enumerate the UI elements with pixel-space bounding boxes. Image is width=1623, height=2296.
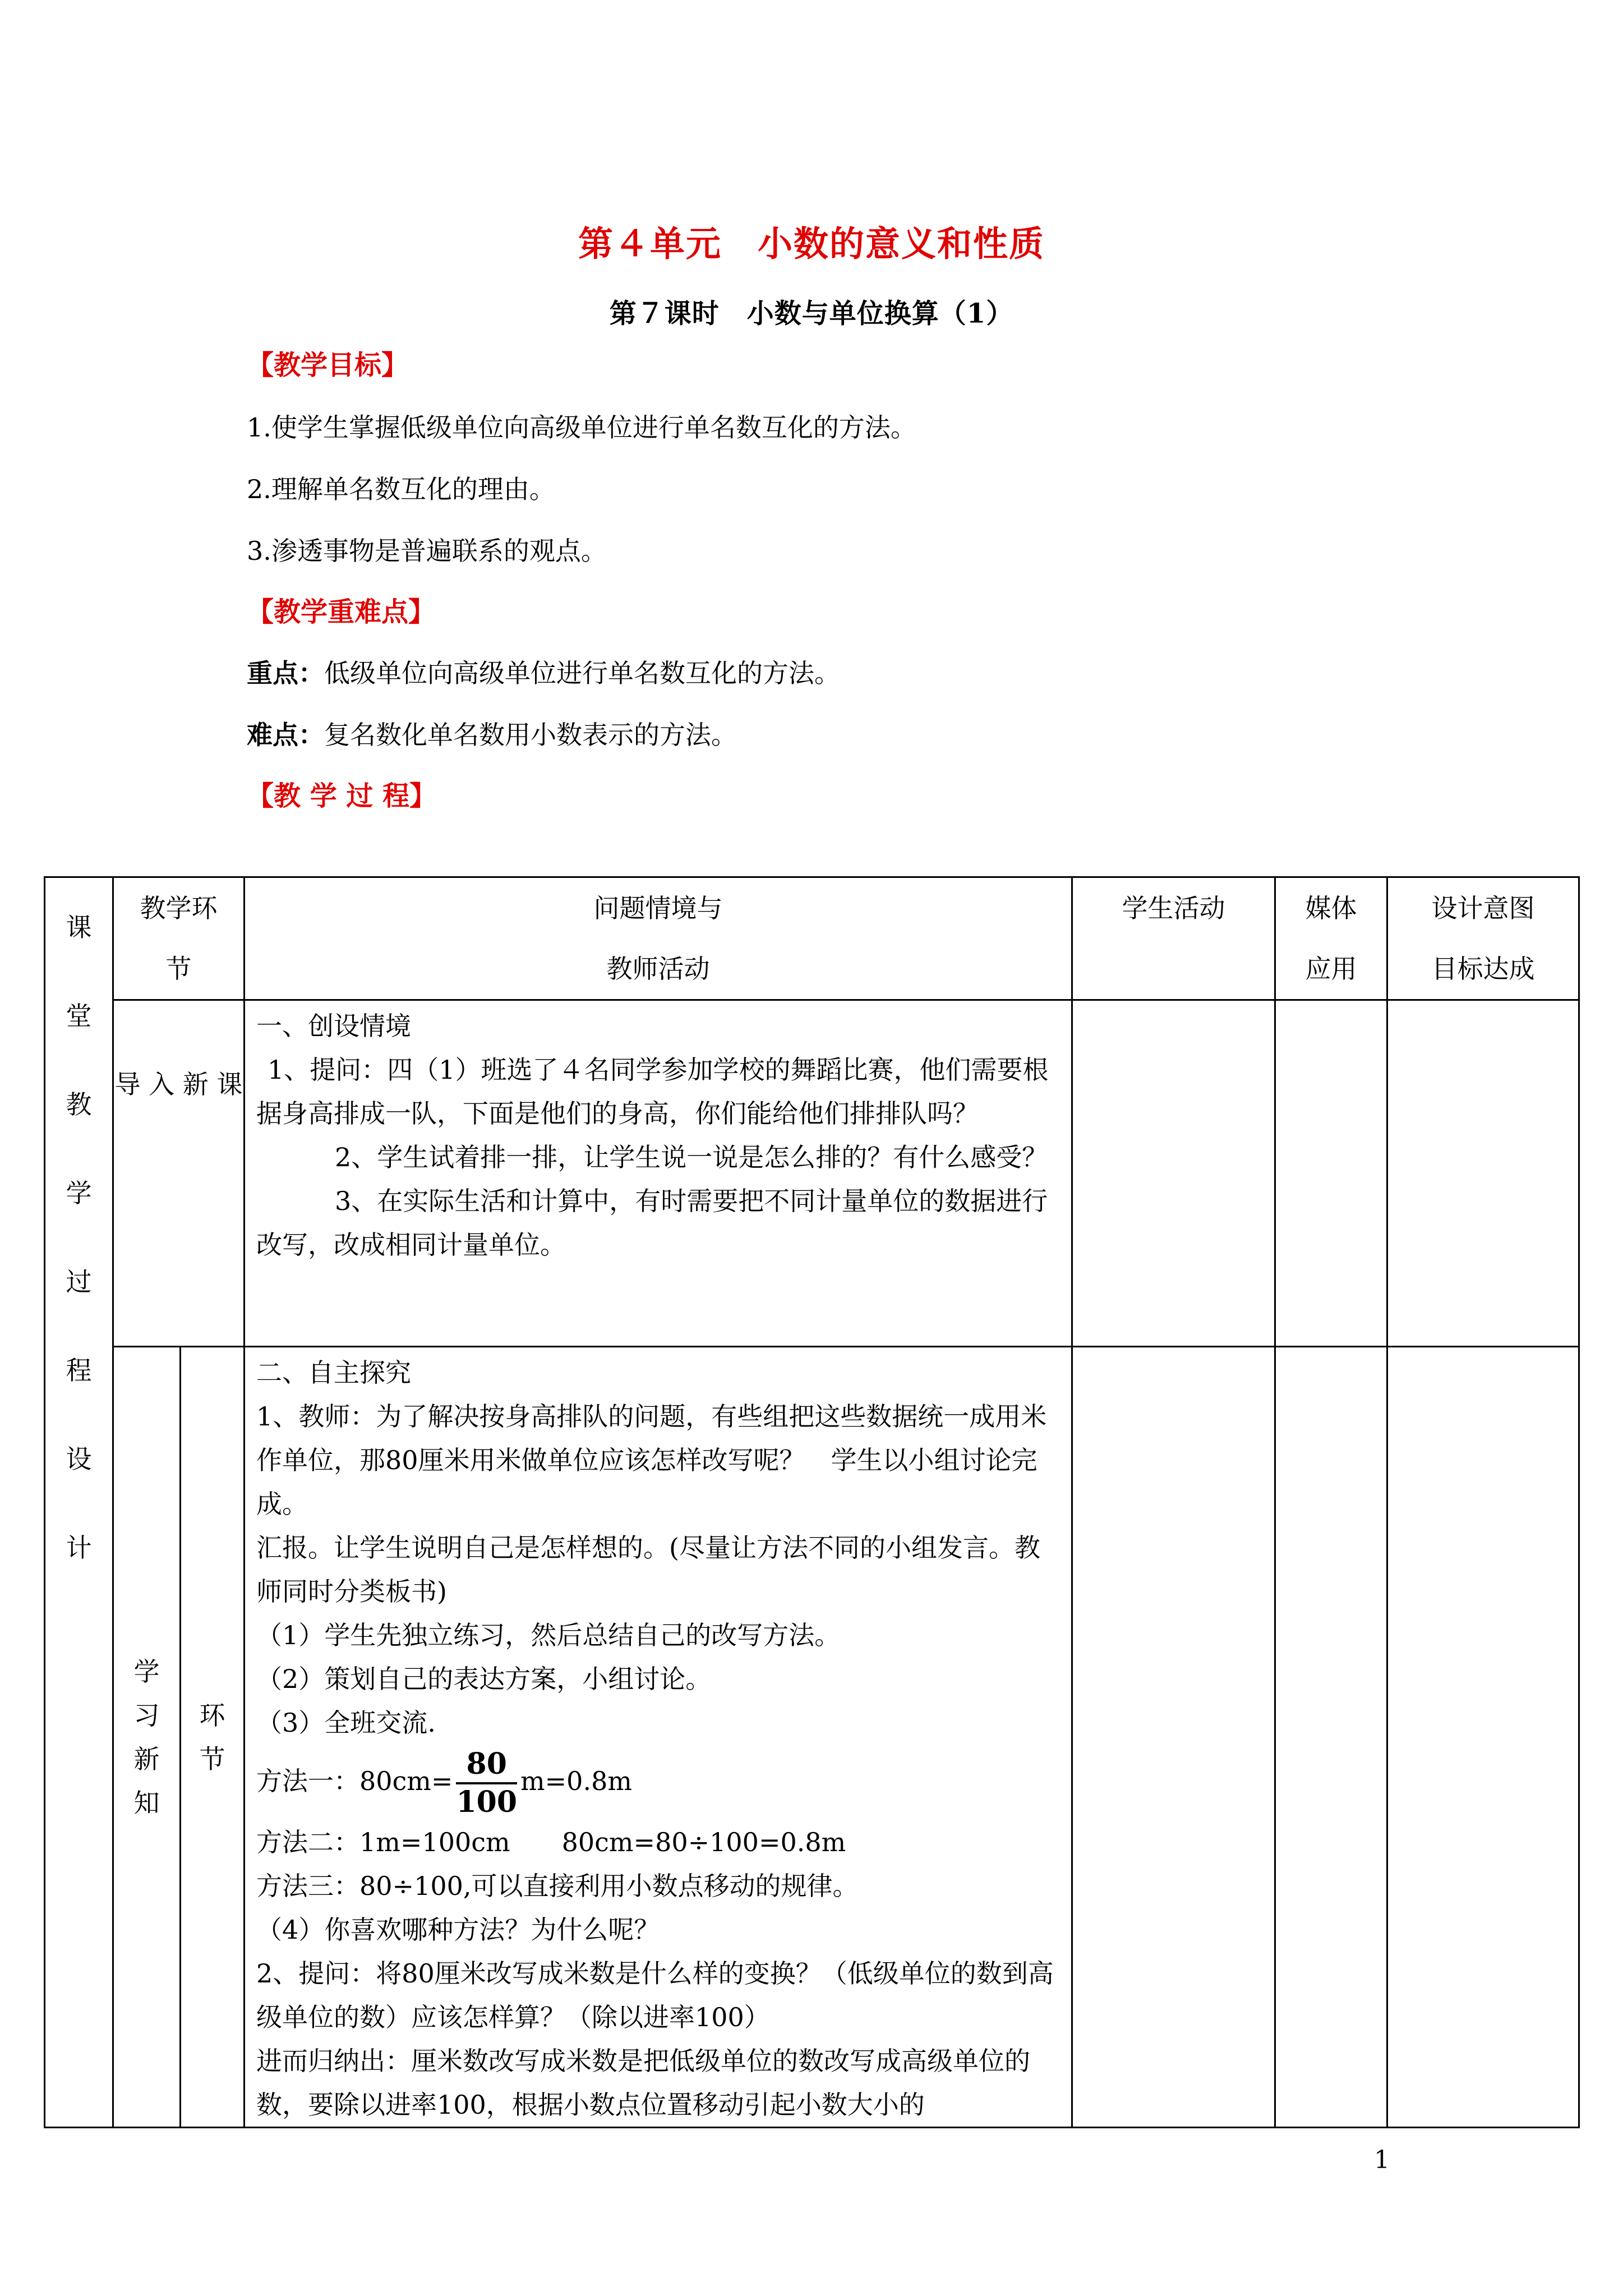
focus-label: 重点： — [247, 658, 324, 688]
explore-line: （1）学生先独立练习，然后总结自己的改写方法。 — [256, 1620, 841, 1650]
side-label-char: 设 — [66, 1444, 92, 1474]
difficulty-text: 复名数化单名数用小数表示的方法。 — [324, 720, 737, 750]
process-heading: 【教 学 过 程】 — [247, 780, 437, 812]
explore-line: 汇报。让学生说明自己是怎样想的。(尽量让方法不同的小组发言。教师同时分类板书) — [256, 1533, 1040, 1607]
method-one-suffix: m=0.8m — [520, 1766, 632, 1796]
intro-line: 2、学生试着排一排，让学生说一说是怎么排的？有什么感受？ — [335, 1142, 1048, 1172]
header-teacher-line1: 问题情境与 — [593, 893, 723, 923]
fraction — [456, 1746, 517, 1820]
unit-title: 第４单元 小数的意义和性质 — [578, 223, 1045, 264]
key-points-heading: 【教学重难点】 — [247, 596, 436, 628]
table-row — [45, 1000, 1579, 1347]
lesson-subtitle: 第７课时 小数与单位换算（1） — [609, 298, 1014, 329]
explore-line: （4）你喜欢哪种方法？为什么呢？ — [256, 1915, 660, 1945]
media-intro — [1275, 1000, 1387, 1347]
student-activity-explore — [1072, 1347, 1275, 2128]
method-one-line — [256, 1745, 1063, 1820]
intro-line: 1、提问：四（1）班选了４名同学参加学校的舞蹈比赛，他们需要根据身高排成一队，下面是他们的身高，你们能给他们排排队吗？ — [256, 1055, 1049, 1129]
objectives-heading: 【教学目标】 — [247, 349, 409, 381]
side-label-char: 程 — [66, 1355, 92, 1386]
media-explore — [1275, 1347, 1387, 2128]
side-label-char: 过 — [66, 1267, 92, 1297]
process-table — [44, 876, 1580, 2128]
teacher-activity-explore — [245, 1347, 1072, 2128]
side-label-char: 堂 — [66, 1001, 92, 1031]
difficulty-line — [247, 715, 737, 752]
stage-intro: 导 入 新 课 — [113, 1000, 245, 1347]
header-media-line2: 应用 — [1305, 954, 1357, 984]
intent-intro — [1387, 1000, 1579, 1347]
method-one-prefix: 方法一：80cm= — [256, 1766, 453, 1796]
header-media — [1275, 877, 1387, 1000]
side-label-char: 教 — [66, 1089, 92, 1120]
header-media-line1: 媒体 — [1305, 893, 1357, 923]
header-intent — [1387, 877, 1579, 1000]
teacher-activity-intro — [245, 1000, 1072, 1347]
side-label-char: 课 — [66, 912, 92, 942]
intro-line: 3、在实际生活和计算中，有时需要把不同计量单位的数据进行改写，改成相同计量单位。 — [256, 1186, 1048, 1260]
header-intent-line2: 目标达成 — [1431, 954, 1535, 984]
explore-line: 进而归纳出：厘米数改写成米数是把低级单位的数改写成高级单位的数，要除以进率100，根据小数点位置移动引起小数大小的 — [256, 2046, 1030, 2120]
header-teacher-line2: 教师活动 — [606, 954, 710, 984]
page-number: 1 — [1374, 2146, 1390, 2174]
objective-item-1: 1.使学生掌握低级单位向高级单位进行单名数互化的方法。 — [247, 412, 916, 443]
explore-line: 方法三：80÷100,可以直接利用小数点移动的规律。 — [256, 1871, 859, 1901]
focus-line — [247, 653, 840, 690]
explore-line: （2）策划自己的表达方案，小组讨论。 — [256, 1664, 712, 1694]
explore-line: 二、自主探究 — [256, 1358, 411, 1388]
side-label-cell — [45, 877, 113, 2128]
side-label — [45, 878, 112, 1590]
side-label-char: 学 — [66, 1178, 92, 1208]
objective-item-2: 2.理解单名数互化的理由。 — [247, 474, 555, 504]
fraction-numerator: 80 — [456, 1746, 517, 1784]
header-stage-line2: 节 — [165, 954, 192, 984]
explore-line: 2、提问：将80厘米改写成米数是什么样的变换？（低级单位的数到高级单位的数）应该怎样算？（除以进率100） — [256, 1958, 1054, 2032]
stage-segment: 环 节 — [181, 1347, 245, 2128]
table-row — [45, 1347, 1579, 2128]
explore-line: （3）全班交流. — [256, 1708, 436, 1738]
explore-line: 1、教师：为了解决按身高排队的问题，有些组把这些数据统一成用米作单位，那80厘米用米做单位应该怎样改写呢？ 学生以小组讨论完成。 — [256, 1401, 1047, 1519]
header-teacher — [245, 877, 1072, 1000]
header-stage-line1: 教学环 — [140, 893, 218, 923]
intent-explore — [1387, 1347, 1579, 2128]
focus-text: 低级单位向高级单位进行单名数互化的方法。 — [324, 658, 840, 688]
difficulty-label: 难点： — [247, 720, 324, 750]
fraction-denominator: 100 — [456, 1785, 518, 1819]
side-label-char: 计 — [66, 1533, 92, 1563]
header-student: 学生活动 — [1072, 877, 1275, 1000]
objective-item-3: 3.渗透事物是普遍联系的观点。 — [247, 536, 607, 566]
student-activity-intro — [1072, 1000, 1275, 1347]
explore-line: 方法二：1m=100cm 80cm=80÷100=0.8m — [256, 1827, 846, 1857]
stage-new-knowledge: 学 习 新 知 — [113, 1347, 181, 2128]
table-header-row — [45, 877, 1579, 1000]
intro-line: 一、创设情境 — [256, 1011, 411, 1041]
header-stage — [113, 877, 245, 1000]
header-intent-line1: 设计意图 — [1431, 893, 1535, 923]
